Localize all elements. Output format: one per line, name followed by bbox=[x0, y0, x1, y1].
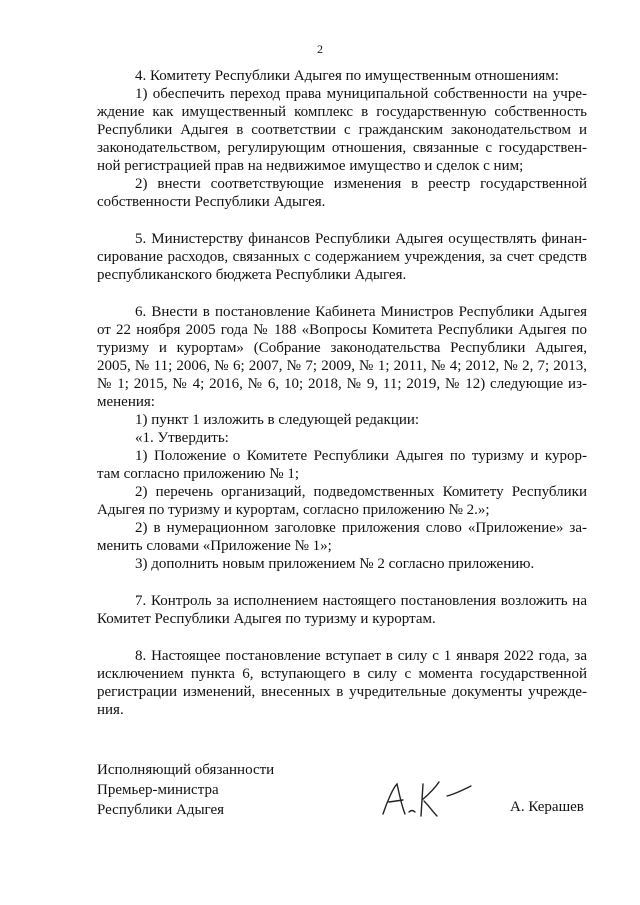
paragraph-line: собственности Республики Адыгея. bbox=[97, 194, 326, 210]
paragraph-line: Адыгея по туризму и курортам, согласно приложению № 2.»; bbox=[97, 502, 490, 518]
page-number: 2 bbox=[317, 42, 323, 56]
signatory-name: А. Керашев bbox=[510, 799, 584, 815]
paragraph-line: 6. Внести в постановление Кабинета Министров Республики Адыгея bbox=[135, 304, 587, 320]
paragraph-line: 2) внести соответствующие изменения в реестр государственной bbox=[135, 176, 587, 192]
paragraph-line: Республики Адыгея в соответствии с гражданским законодательством и bbox=[97, 122, 587, 138]
paragraph-line: ной регистрацией прав на недвижимое имущество и сделок с ним; bbox=[97, 158, 524, 174]
paragraph-line: регистрации изменений, внесенных в учредительные документы учрежде- bbox=[97, 684, 587, 700]
paragraph-line: 1) пункт 1 изложить в следующей редакции: bbox=[135, 412, 420, 428]
signatory-position bbox=[97, 760, 274, 820]
paragraph-line: Комитет Республики Адыгея по туризму и курортам. bbox=[97, 611, 436, 627]
paragraph-line: 2) перечень организаций, подведомственных Комитету Республики bbox=[135, 484, 587, 500]
paragraph-line: ния. bbox=[97, 702, 124, 718]
signatory-position-line: Исполняющий обязанности bbox=[97, 762, 275, 778]
paragraph-line: 2) в нумерационном заголовке приложения слово «Приложение» за- bbox=[135, 520, 587, 536]
paragraph-line: 2005, № 11; 2006, № 6; 2007, № 7; 2009, № 1; 2011, № 4; 2012, № 2, 7; 2013, bbox=[97, 358, 587, 374]
paragraph-line: 8. Настоящее постановление вступает в силу с 1 января 2022 года, за bbox=[135, 648, 587, 664]
paragraph-line: от 22 ноября 2005 года № 188 «Вопросы Комитета Республики Адыгея по bbox=[97, 322, 587, 338]
paragraph-line: менения: bbox=[97, 394, 155, 410]
paragraph-line: менить словами «Приложение № 1»; bbox=[97, 538, 332, 554]
paragraph-line: там согласно приложению № 1; bbox=[97, 466, 299, 482]
paragraph-line: 7. Контроль за исполнением настоящего постановления возложить на bbox=[135, 593, 587, 609]
paragraph-line: сирование расходов, связанных с содержанием учреждения, за счет средств bbox=[97, 249, 587, 265]
handwritten-signature bbox=[375, 774, 475, 824]
paragraph-line: законодательством, регулирующим отношения, связанные с государствен- bbox=[97, 140, 587, 156]
signatory-position-line: Премьер-министра bbox=[97, 782, 219, 798]
paragraph-line: «1. Утвердить: bbox=[135, 430, 229, 446]
paragraph-line: 1) Положение о Комитете Республики Адыгея по туризму и курор- bbox=[135, 448, 587, 464]
paragraph-line: 4. Комитету Республики Адыгея по имущественным отношениям: bbox=[135, 68, 559, 84]
paragraph-line: 3) дополнить новым приложением № 2 согласно приложению. bbox=[135, 556, 535, 572]
paragraph-line: № 1; 2015, № 4; 2016, № 6, 10; 2018, № 9, 11; 2019, № 12) следующие из- bbox=[97, 376, 587, 392]
paragraph-line: республиканского бюджета Республики Адыгея. bbox=[97, 267, 407, 283]
paragraph-line: ждение как имущественный комплекс в государственную собственность bbox=[97, 104, 587, 120]
paragraph-line: исключением пункта 6, вступающего в силу с момента государственной bbox=[97, 666, 587, 682]
paragraph-line: 5. Министерству финансов Республики Адыгея осуществлять финан- bbox=[135, 231, 587, 247]
paragraph-line: 1) обеспечить переход права муниципальной собственности на учре- bbox=[135, 86, 587, 102]
paragraph-line: туризму и курортам» (Собрание законодательства Республики Адыгея, bbox=[97, 340, 587, 356]
signatory-position-line: Республики Адыгея bbox=[97, 802, 225, 818]
